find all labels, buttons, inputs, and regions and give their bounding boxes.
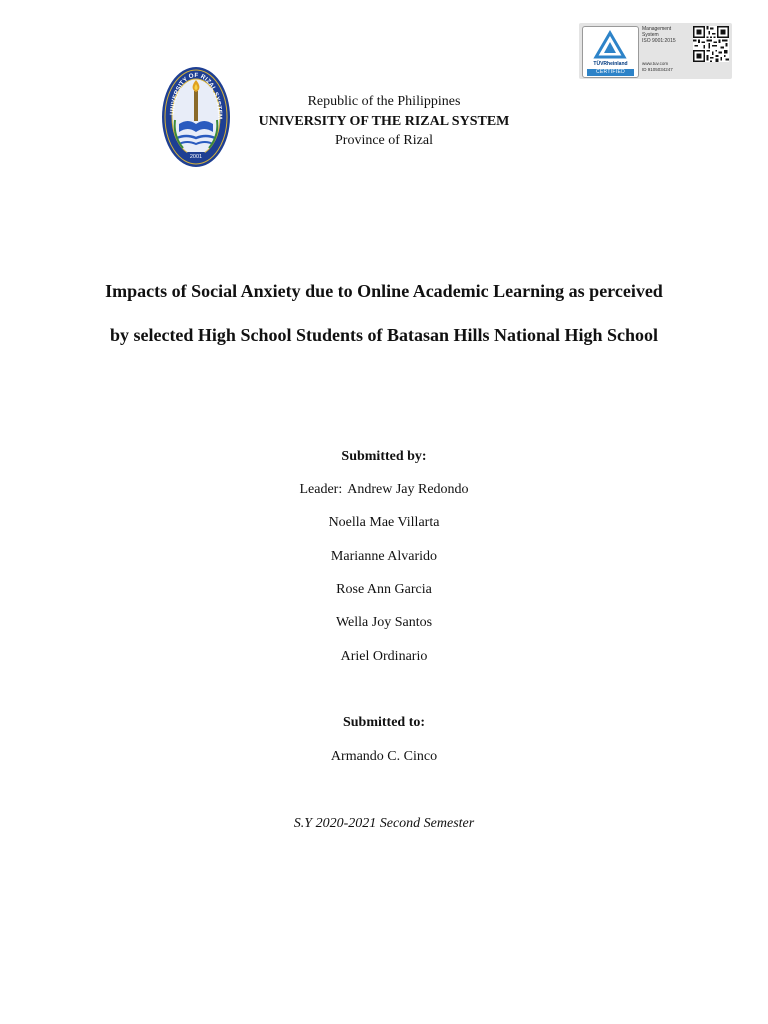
cert-site: www.tuv.com (642, 61, 669, 66)
research-title-line-1: Impacts of Social Anxiety due to Online Academic Learning as perceived (105, 281, 663, 301)
tuv-brand-text: TÜVRheinland (593, 61, 628, 67)
leader-line (0, 481, 768, 499)
province-line: Province of Rizal (335, 133, 433, 148)
member-name: Ariel Ordinario (340, 649, 428, 664)
adviser-name: Armando C. Cinco (330, 749, 438, 764)
tuv-logo-box (582, 26, 639, 78)
submitted-by-heading: Submitted by: (341, 449, 427, 464)
qr-code-icon (693, 26, 729, 62)
member-name: Rose Ann Garcia (336, 582, 432, 597)
school-year: S.Y 2020-2021 Second Semester (293, 816, 475, 831)
submitted-to-heading: Submitted to: (342, 715, 426, 730)
member-name: Marianne Alvarido (330, 549, 438, 564)
leader-label: Leader: (299, 482, 343, 497)
iso-certification-badge (579, 23, 732, 79)
seal-text: UNIVERSITY OF RIZAL SYSTEM (168, 71, 224, 120)
cert-line-2: System (642, 32, 659, 38)
certified-label: CERTIFIED (587, 69, 634, 76)
university-name: UNIVERSITY OF THE RIZAL SYSTEM (258, 114, 510, 129)
cert-line-3: ISO 9001:2015 (642, 38, 676, 44)
leader-name: Andrew Jay Redondo (347, 482, 469, 497)
seal-year: 2001 (189, 154, 203, 160)
research-title-line-2: by selected High School Students of Batasan Hills National High School (109, 325, 659, 345)
member-name: Noella Mae Villarta (328, 515, 440, 530)
republic-line: Republic of the Philippines (307, 94, 461, 109)
certification-id-info (642, 61, 690, 73)
cert-line-1: Management (642, 26, 672, 32)
cert-id: ID 9105034247 (642, 67, 673, 72)
certification-info (642, 26, 690, 44)
university-seal-logo (161, 66, 231, 169)
member-name: Wella Joy Santos (335, 615, 433, 630)
